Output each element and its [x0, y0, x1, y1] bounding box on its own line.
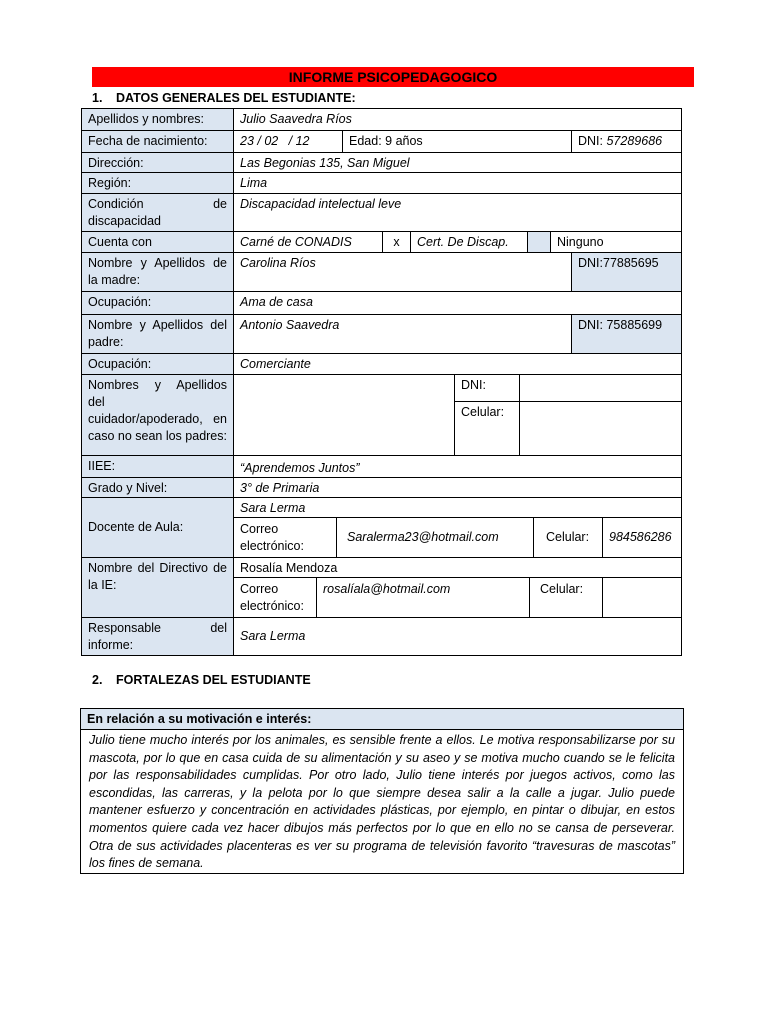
mother-name-value: Carolina Ríos: [233, 252, 572, 292]
section-1-title: DATOS GENERALES DEL ESTUDIANTE:: [116, 91, 356, 105]
age-label: Edad:: [349, 134, 382, 148]
report-title: INFORME PSICOPEDAGOGICO: [92, 67, 694, 87]
guardian-dni-value: [519, 374, 682, 402]
father-label-line1: Nombre y Apellidos del: [88, 318, 227, 332]
iiee-label: IIEE:: [81, 455, 234, 478]
teacher-email-label-line2: electrónico:: [240, 538, 304, 553]
mother-dni: DNI:77885695: [571, 252, 682, 292]
section-2-heading: [92, 673, 311, 687]
guardian-label: [81, 374, 234, 456]
grade-value: 3° de Primaria: [233, 477, 682, 498]
director-label-line2: la IE:: [88, 578, 117, 592]
grade-label: Grado y Nivel:: [81, 477, 234, 498]
responsible-label: [81, 617, 234, 656]
teacher-phone-label: Celular:: [533, 517, 603, 558]
responsible-label-word: Responsable: [88, 621, 161, 635]
father-label-line2: padre:: [88, 335, 124, 349]
region-label: Región:: [81, 172, 234, 194]
responsible-label-line2: informe:: [88, 638, 134, 652]
guardian-phone-label: Celular:: [454, 401, 520, 456]
father-dni: DNI: 75885699: [571, 314, 682, 354]
condition-label-word: Condición: [88, 197, 144, 211]
guardian-label-line2: del: [88, 395, 105, 409]
teacher-label: Docente de Aula:: [81, 497, 234, 558]
mother-label: [81, 252, 234, 292]
student-dni-label: DNI:: [578, 134, 603, 148]
student-dni-value: 57289686: [606, 134, 663, 148]
director-email-label-line1: Correo: [240, 581, 279, 596]
director-label: [81, 557, 234, 618]
name-label: Apellidos y nombres:: [81, 108, 234, 131]
section-1-heading: [92, 91, 356, 105]
condition-value: Discapacidad intelectual leve: [233, 193, 682, 232]
student-dni-cell: [571, 130, 682, 153]
father-label: [81, 314, 234, 354]
director-email-label-line2: electrónico:: [240, 598, 304, 613]
motivation-heading: En relación a su motivación e interés:: [80, 708, 684, 730]
responsible-label-del: del: [210, 621, 227, 635]
dob-value: 23 / 02 / 12: [233, 130, 343, 153]
guardian-label-line4: caso no sean los padres:: [88, 429, 227, 443]
address-value: Las Begonias 135, San Miguel: [233, 152, 682, 173]
address-label: Dirección:: [81, 152, 234, 173]
has-option-conadis: Carné de CONADIS: [233, 231, 383, 253]
has-mark-conadis: x: [382, 231, 411, 253]
name-value: Julio Saavedra Ríos: [233, 108, 682, 131]
dob-label: Fecha de nacimiento:: [81, 130, 234, 153]
has-mark-cert: [527, 231, 551, 253]
region-value: Lima: [233, 172, 682, 194]
teacher-email-label: [233, 517, 337, 558]
teacher-email-value: Saralerma23@hotmail.com: [336, 517, 534, 558]
has-option-cert: Cert. De Discap.: [410, 231, 528, 253]
teacher-name-value: Sara Lerma: [233, 497, 682, 518]
section-2-number: 2.: [92, 673, 103, 687]
guardian-dni-label: DNI:: [454, 374, 520, 402]
mother-label-line2: la madre:: [88, 273, 141, 287]
condition-label: [81, 193, 234, 232]
teacher-phone-value: 984586286: [602, 517, 682, 558]
father-occupation-value: Comerciante: [233, 353, 682, 375]
mother-occupation-label: Ocupación:: [81, 291, 234, 315]
iiee-value: “Aprendemos Juntos”: [233, 455, 682, 478]
director-email-label: [233, 577, 317, 618]
condition-label-de: de: [213, 197, 227, 211]
has-label: Cuenta con: [81, 231, 234, 253]
section-1-number: 1.: [92, 91, 103, 105]
responsible-value: Sara Lerma: [233, 617, 682, 656]
director-label-line1: Nombre del Directivo de: [88, 561, 227, 575]
mother-occupation-value: Ama de casa: [233, 291, 682, 315]
director-phone-value: [602, 577, 682, 618]
age-value: 9 años: [385, 134, 423, 148]
has-option-none: Ninguno: [550, 231, 682, 253]
guardian-label-line3: cuidador/apoderado, en: [88, 412, 227, 426]
director-email-value: rosalíala@hotmail.com: [316, 577, 530, 618]
father-name-value: Antonio Saavedra: [233, 314, 572, 354]
guardian-phone-value: [519, 401, 682, 456]
father-occupation-label: Ocupación:: [81, 353, 234, 375]
motivation-text: Julio tiene mucho interés por los animales, es sensible frente a ellos. Le motiva responsabilizarse por su mascota, por lo que en casa cuida de su alimentación y su aseo y se motiva mucho cuando se le felicita por las responsabilidades cumplidas. Por otro lado, Julio tiene interés por juegos activos, como las escondidas, las carreras, y la pelota por lo que siempre desea salir a la calle a jugar. Julio puede mantener esfuerzo y concentración en actividades plásticas, por ejemplo, en pintar o dibujar, en estos momentos quiere cada vez hacer dibujos más perfectos por lo que en ello no se cansa de perseverar. Otra de sus actividades placenteras es ver su programa de televisión favorito “travesuras de mascotas” los fines de semana.: [80, 730, 684, 874]
guardian-label-line1: Nombres y Apellidos: [88, 378, 227, 392]
director-name-value: Rosalía Mendoza: [233, 557, 682, 578]
age-cell: [342, 130, 572, 153]
condition-label-line2: discapacidad: [88, 214, 161, 228]
section-2-title: FORTALEZAS DEL ESTUDIANTE: [116, 673, 311, 687]
director-phone-label: Celular:: [529, 577, 603, 618]
teacher-email-label-line1: Correo: [240, 521, 279, 536]
guardian-name-value: [233, 374, 455, 456]
mother-label-line1: Nombre y Apellidos de: [88, 256, 227, 270]
